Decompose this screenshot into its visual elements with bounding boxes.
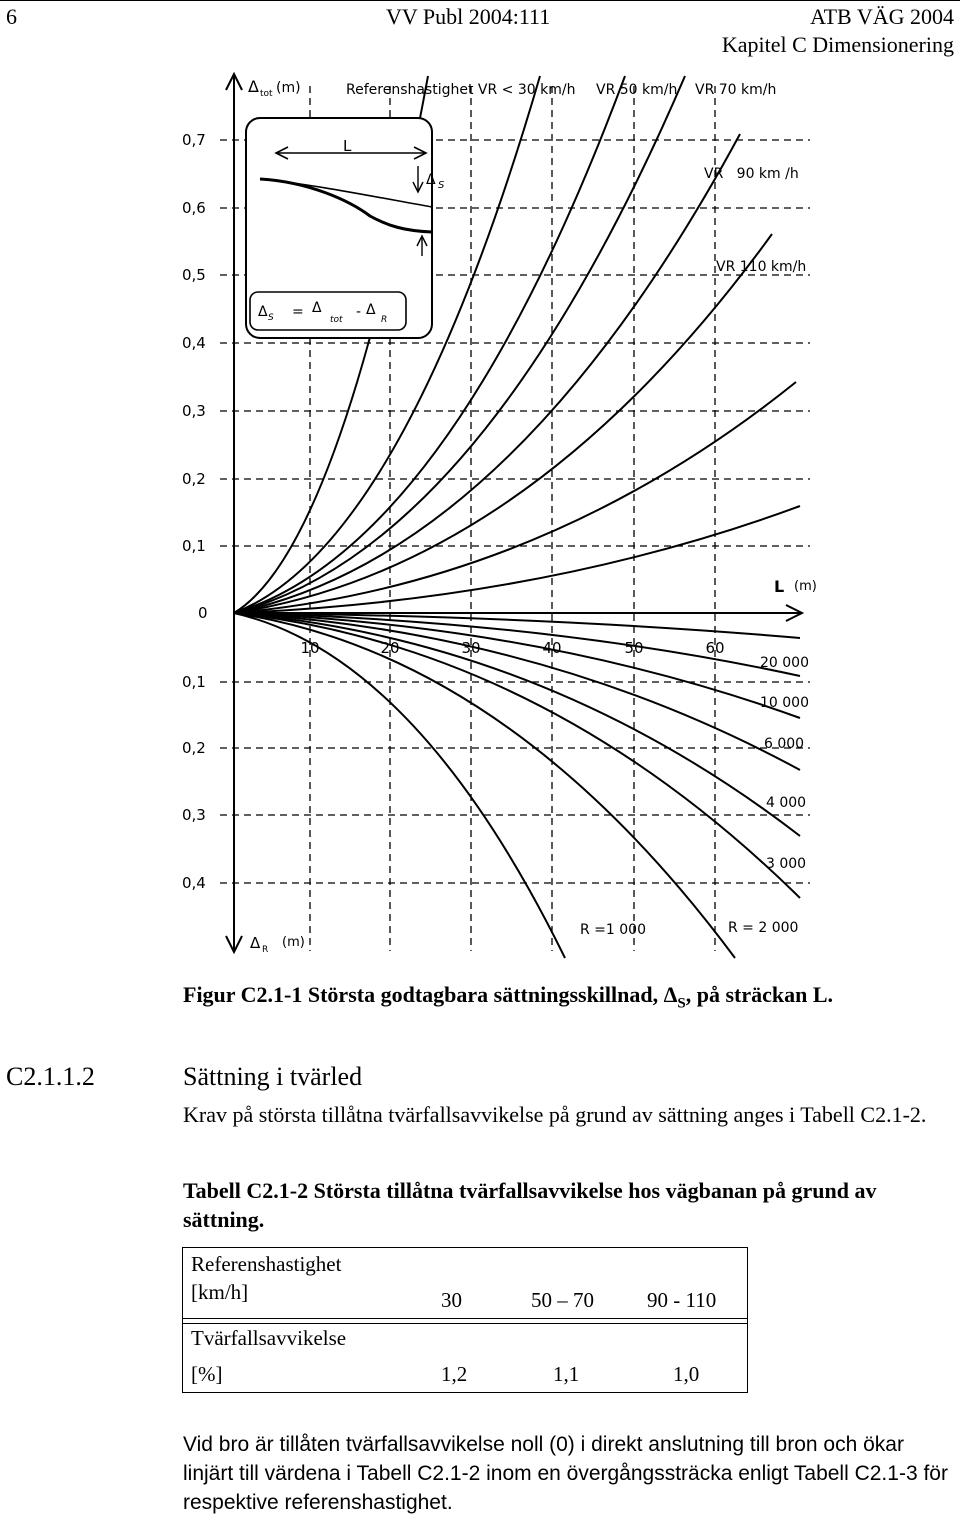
y-tick-label: 0,4 xyxy=(182,874,206,892)
y-tick-label: 0,3 xyxy=(182,806,206,824)
y-tick-label: 0,1 xyxy=(182,537,206,555)
y-tick-label: 0,1 xyxy=(182,673,206,691)
y-tick-label: 0,6 xyxy=(182,199,206,217)
radius-labels xyxy=(580,655,809,938)
speed-label: VR 90 km /h xyxy=(704,166,799,182)
x-tick-label: 40 xyxy=(542,639,562,657)
y-axis-unit: (m) xyxy=(276,80,301,96)
y-ticks xyxy=(182,131,208,892)
y-tick-label: 0,5 xyxy=(182,266,206,284)
radius-label: R =1 000 xyxy=(580,922,646,938)
table-cell: 1,1 xyxy=(553,1362,580,1386)
y-axis-bottom-title xyxy=(250,934,305,955)
formula-minus: - xyxy=(356,304,362,320)
x-tick-label: 60 xyxy=(705,639,725,657)
document-title: ATB VÄG 2004 xyxy=(810,4,954,29)
radius-label: 4 000 xyxy=(766,795,807,811)
y-tick-label: 0 xyxy=(198,604,208,622)
header-rule xyxy=(0,0,960,1)
caption-tail: , på sträckan L. xyxy=(685,982,834,1007)
section-number: C2.1.1.2 xyxy=(6,1062,95,1091)
table-cell: 50 – 70 xyxy=(531,1288,594,1312)
formula-term1-sub: tot xyxy=(330,315,343,325)
y-tick-label: 0,2 xyxy=(182,739,206,757)
inset-delta-sub: S xyxy=(438,180,445,191)
closing-paragraph: Vid bro är tillåten tvärfallsavvikelse noll (0) i direkt anslutning till bron och ökar linjärt till värdena i Tabell C2.1-2 inom en övergångssträcka enligt Tabell C2.1-3 för respektive referenshastighet. xyxy=(183,1433,948,1514)
row1-label-line2: [km/h] xyxy=(191,1280,249,1304)
delta-symbol: Δ xyxy=(250,934,261,952)
table-caption: Tabell C2.1-2 Största tillåtna tvärfallsavvikelse hos vägbanan på grund av sättning. xyxy=(183,1178,877,1232)
radius-label: 10 000 xyxy=(760,695,809,711)
formula-term2: Δ xyxy=(366,302,376,318)
page-number: 6 xyxy=(6,4,17,29)
formula-term1: Δ xyxy=(312,300,322,316)
x-tick-label: 50 xyxy=(624,639,644,657)
y-tick-label: 0,3 xyxy=(182,402,206,420)
formula-lhs: Δ xyxy=(258,304,268,320)
x-axis-title xyxy=(774,577,817,596)
table-cell: 30 xyxy=(441,1288,462,1312)
chapter-title: Kapitel C Dimensionering xyxy=(721,32,954,57)
formula-term2-sub: R xyxy=(381,315,388,325)
inset-length-label: L xyxy=(343,137,352,155)
settlement-figure xyxy=(160,66,830,966)
row1-label-line1: Referenshastighet xyxy=(191,1252,342,1276)
publication-id: VV Publ 2004:111 xyxy=(386,4,551,29)
speed-label: VR 70 km/h xyxy=(695,82,777,98)
row2-label-line2: [%] xyxy=(191,1362,223,1386)
inset-delta-symbol: Δ xyxy=(426,172,436,188)
radius-label: 20 000 xyxy=(760,655,809,671)
section-paragraph: Krav på största tillåtna tvärfallsavvikelse på grund av sättning anges i Tabell C2.1-2. xyxy=(183,1102,927,1127)
radius-label: 3 000 xyxy=(766,856,807,872)
section-title: Sättning i tvärled xyxy=(183,1062,363,1091)
radius-label: 6 000 xyxy=(764,736,805,752)
table-cell: 1,0 xyxy=(673,1362,700,1386)
delta-symbol: Δ xyxy=(248,77,259,96)
table-separator xyxy=(183,1318,747,1324)
y-axis-sub: tot xyxy=(260,89,273,99)
table-cell: 1,2 xyxy=(441,1362,468,1386)
x-axis-label: L xyxy=(774,577,785,596)
figure-caption xyxy=(183,982,833,1012)
y-axis-top-title xyxy=(248,77,301,99)
y-tick-label: 0,2 xyxy=(182,470,206,488)
formula-equals: = xyxy=(292,304,304,320)
formula-lhs-sub: S xyxy=(268,313,274,323)
speed-label: VR 50 km/h xyxy=(596,82,678,98)
caption-sub: S xyxy=(677,995,686,1012)
y-tick-label: 0,4 xyxy=(182,334,206,352)
reference-speed-title: Referenshastighet VR < 30 km/h xyxy=(346,82,576,98)
y-axis-sub: R xyxy=(262,945,269,955)
x-tick-label: 20 xyxy=(380,639,400,657)
radius-curve xyxy=(234,613,565,958)
table-cell: 90 - 110 xyxy=(647,1288,717,1312)
y-axis-unit: (m) xyxy=(282,935,305,950)
y-tick-label: 0,7 xyxy=(182,131,206,149)
caption-text: Figur C2.1-1 Största godtagbara sättningsskillnad, Δ xyxy=(183,982,678,1007)
radius-label: R = 2 000 xyxy=(728,920,799,936)
x-tick-label: 10 xyxy=(300,639,320,657)
tolerance-table xyxy=(182,1247,748,1393)
x-axis-unit: (m) xyxy=(794,579,817,594)
row2-label-line1: Tvärfallsavvikelse xyxy=(191,1326,347,1350)
inset-diagram xyxy=(246,118,445,338)
x-tick-label: 30 xyxy=(461,639,481,657)
speed-label: VR 110 km/h xyxy=(716,259,807,275)
